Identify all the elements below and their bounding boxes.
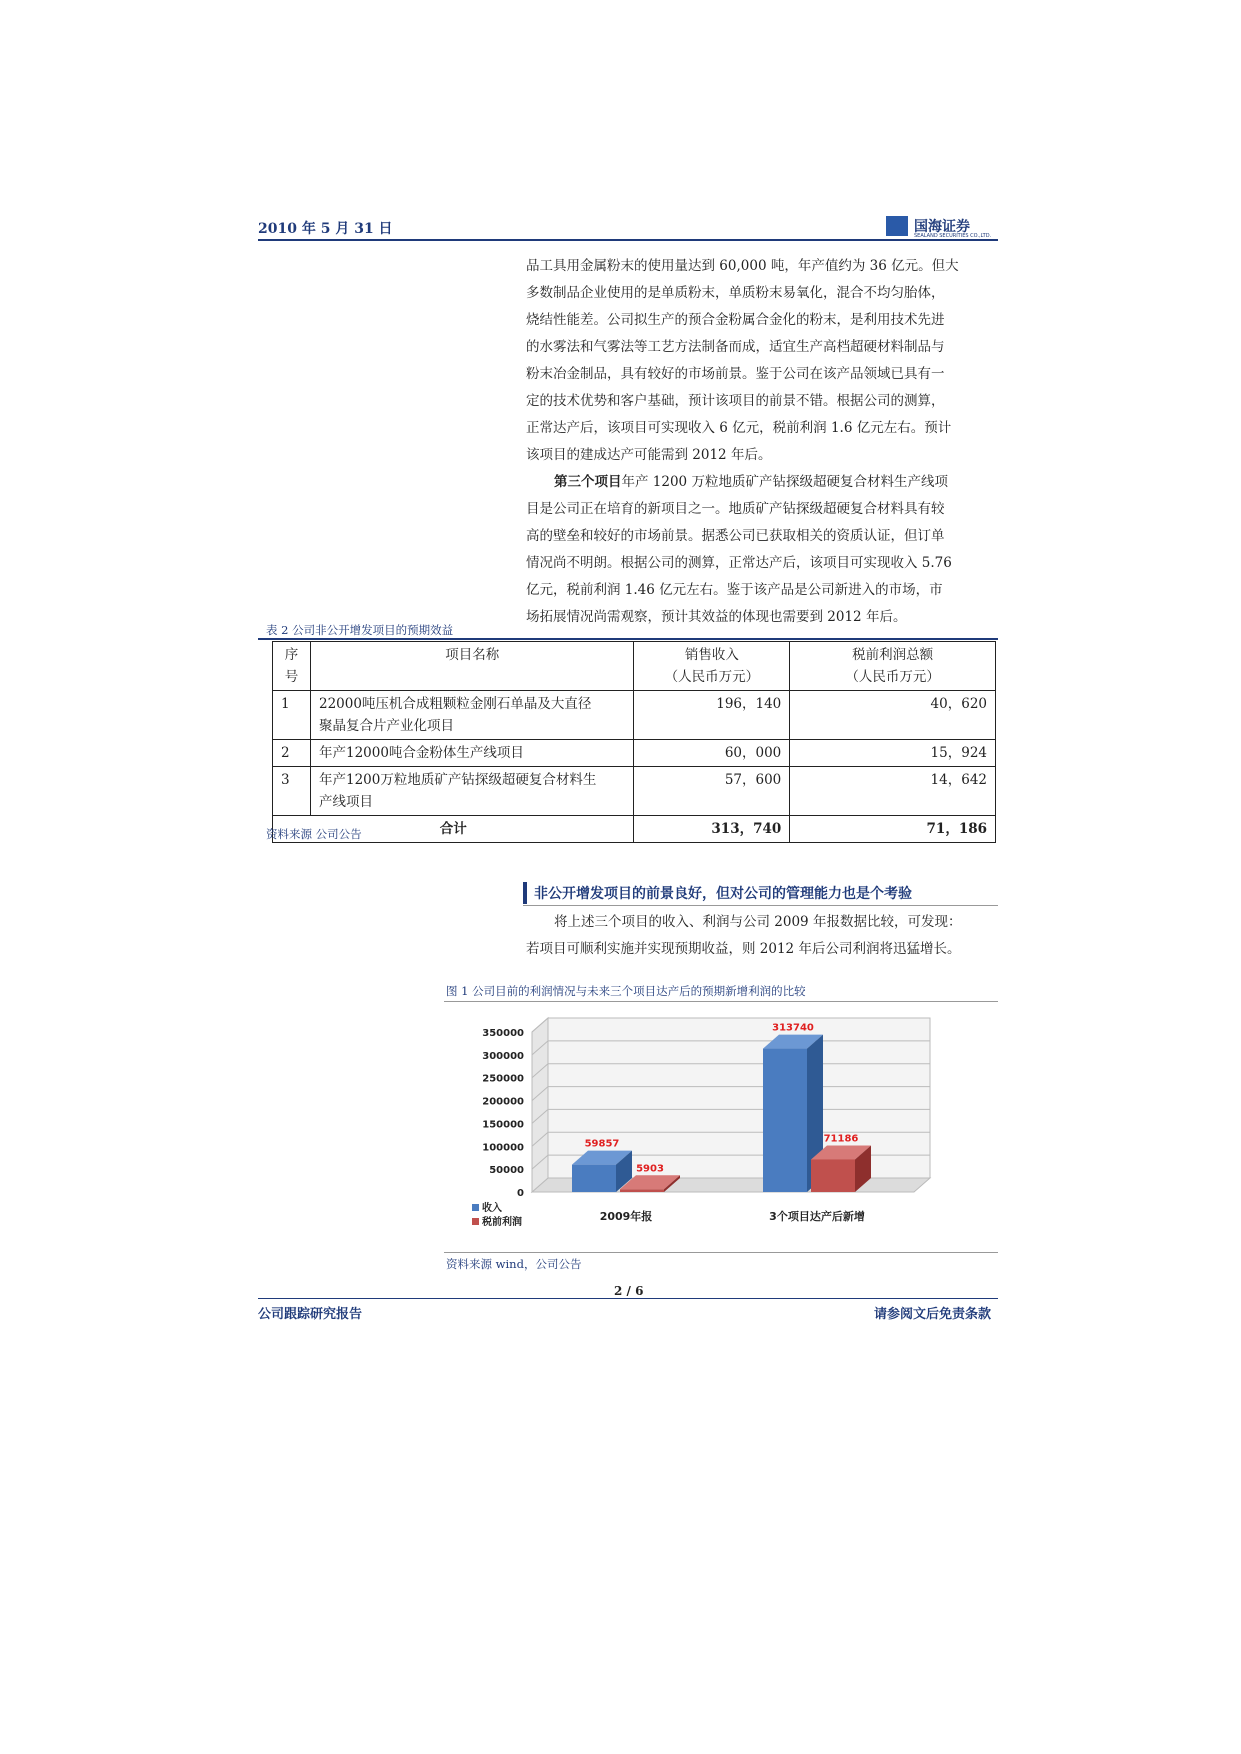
data-label: 5903 — [636, 1163, 664, 1175]
table-total-row — [273, 816, 996, 843]
para-line: 定的技术优势和客户基础，预计该项目的前景不错。根据公司的测算， — [526, 393, 945, 409]
y-tick-label: 250000 — [482, 1073, 524, 1085]
legend-swatch — [472, 1204, 479, 1211]
legend-label: 收入 — [482, 1203, 502, 1214]
footer-right: 请参阅文后免责条款 — [874, 1307, 992, 1322]
table-row — [273, 691, 996, 740]
cell-profit: 15，924 — [790, 740, 996, 767]
cell-seq: 2 — [273, 740, 311, 767]
bar-chart — [444, 1002, 998, 1252]
cell-profit: 40，620 — [790, 691, 996, 740]
y-tick-label: 350000 — [482, 1028, 524, 1039]
chart-frame — [444, 1001, 998, 1253]
table-top-rule — [258, 638, 998, 640]
para-line: 该项目的建成达产可能需到 2012 年后。 — [526, 447, 772, 463]
para-line: 若项目可顺利实施并实现预期收益，则 2012 年后公司利润将迅猛增长。 — [526, 941, 961, 957]
legend-swatch — [472, 1218, 479, 1225]
para2-bold-lead: 第三个项目 — [554, 474, 622, 490]
x-category-label: 2009年报 — [599, 1210, 653, 1223]
y-tick-label: 200000 — [482, 1096, 524, 1108]
cell-name: 22000吨压机合成粗颗粒金刚石单晶及大直径 聚晶复合片产业化项目 — [310, 691, 633, 740]
para2-first-text: 年产 1200 万粒地质矿产钻探级超硬复合材料生产线项 — [621, 474, 948, 490]
body-paragraphs — [526, 253, 998, 631]
header-seq: 序 号 — [273, 642, 311, 691]
data-label: 313740 — [772, 1022, 814, 1034]
para-line: 品工具用金属粉末的使用量达到 60,000 吨，年产值约为 36 亿元。但大 — [526, 258, 959, 274]
report-date: 2010 年 5 月 31 日 — [258, 221, 393, 237]
y-tick-label: 50000 — [489, 1165, 524, 1177]
bar — [763, 1049, 807, 1192]
para-line: 亿元，税前利润 1.46 亿元左右。鉴于该产品是公司新进入的市场，市 — [526, 582, 943, 598]
section-bar — [523, 882, 527, 904]
table-row — [273, 767, 996, 816]
header-sales: 销售收入 （人民币万元） — [634, 642, 790, 691]
chart-side-wall — [532, 1018, 548, 1192]
total-profit: 71，186 — [790, 816, 996, 843]
para-line: 情况尚不明朗。根据公司的测算，正常达产后，该项目可实现收入 5.76 — [526, 555, 952, 571]
cell-sales: 196，140 — [634, 691, 790, 740]
para-line: 烧结性能差。公司拟生产的预合金粉属合金化的粉末，是利用技术先进 — [526, 312, 945, 328]
para-line: 目是公司正在培育的新项目之一。地质矿产钻探级超硬复合材料具有较 — [526, 501, 945, 517]
figure-caption: 图 1 公司目前的利润情况与未来三个项目达产后的预期新增利润的比较 — [446, 984, 806, 998]
cell-seq: 1 — [273, 691, 311, 740]
y-tick-label: 100000 — [482, 1142, 524, 1154]
cell-profit: 14，642 — [790, 767, 996, 816]
footer-rule — [258, 1298, 998, 1299]
total-sales: 313，740 — [634, 816, 790, 843]
data-label: 59857 — [584, 1138, 620, 1150]
para-line: 的水雾法和气雾法等工艺方法制备而成，适宜生产高档超硬材料制品与 — [526, 339, 945, 355]
para-line: 将上述三个项目的收入、利润与公司 2009 年报数据比较，可发现： — [554, 914, 962, 930]
y-tick-label: 150000 — [482, 1119, 524, 1131]
cell-sales: 60，000 — [634, 740, 790, 767]
para-line: 粉末冶金制品，具有较好的市场前景。鉴于公司在该产品领域已具有一 — [526, 366, 945, 382]
company-logo — [886, 216, 992, 239]
section-title: 非公开增发项目的前景良好，但对公司的管理能力也是个考验 — [534, 886, 912, 902]
header-name: 项目名称 — [310, 642, 633, 691]
bar — [620, 1189, 664, 1192]
bar — [572, 1165, 616, 1192]
bar — [811, 1159, 855, 1192]
para2-first-line — [526, 469, 998, 496]
cell-name: 年产1200万粒地质矿产钻探级超硬复合材料生 产线项目 — [310, 767, 633, 816]
footer-left: 公司跟踪研究报告 — [258, 1307, 363, 1322]
y-tick-label: 0 — [517, 1188, 524, 1199]
logo-subtext: SEALAND SECURITIES CO.,LTD. — [914, 233, 992, 239]
logo-text: 国海证券 — [914, 219, 970, 235]
para-line: 正常达产后，该项目可实现收入 6 亿元，税前利润 1.6 亿元左右。预计 — [526, 420, 952, 436]
cell-sales: 57，600 — [634, 767, 790, 816]
table-source: 资料来源 公司公告 — [266, 827, 362, 841]
total-label: 合计 — [273, 816, 634, 843]
cell-name: 年产12000吨合金粉体生产线项目 — [310, 740, 633, 767]
section-underline — [523, 905, 998, 906]
para-line: 场拓展情况尚需观察，预计其效益的体现也需要到 2012 年后。 — [526, 609, 907, 625]
table-header-row — [273, 642, 996, 691]
table-row — [273, 740, 996, 767]
y-tick-label: 300000 — [482, 1050, 524, 1062]
page-number: 2 / 6 — [614, 1284, 644, 1298]
header-rule — [258, 239, 998, 241]
para-line: 多数制品企业使用的是单质粉末，单质粉末易氧化，混合不均匀胎体， — [526, 285, 945, 301]
table-caption: 表 2 公司非公开增发项目的预期效益 — [266, 623, 454, 637]
benefit-table — [272, 641, 996, 843]
logo-mark-icon — [886, 216, 908, 236]
figure-source: 资料来源 wind，公司公告 — [446, 1257, 582, 1271]
cell-seq: 3 — [273, 767, 311, 816]
para-line: 高的壁垒和较好的市场前景。据悉公司已获取相关的资质认证，但订单 — [526, 528, 945, 544]
section-paragraph — [526, 909, 998, 963]
header-profit: 税前利润总额 （人民币万元） — [790, 642, 996, 691]
legend-label: 税前利润 — [482, 1217, 522, 1228]
x-category-label: 3个项目达产后新增 — [769, 1210, 865, 1223]
data-label: 71186 — [823, 1133, 859, 1145]
